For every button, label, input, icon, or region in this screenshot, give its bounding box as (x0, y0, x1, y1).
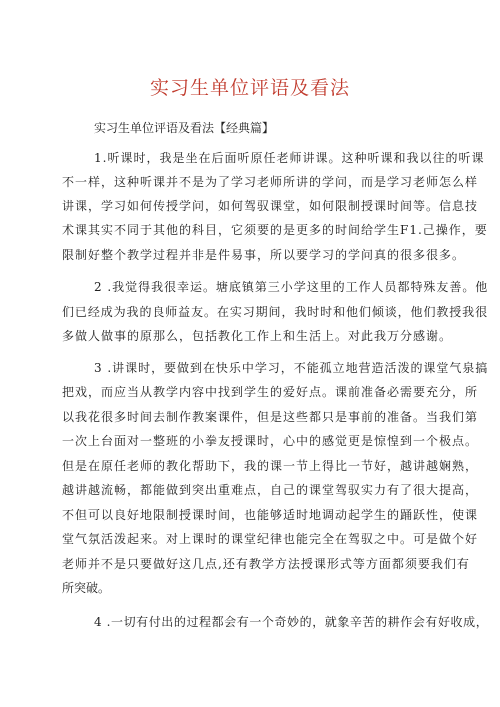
paragraph-1-line-3: 讲课，学习如何传授学问，如何驾驭课堂，如何限制授课时间等。信息技 (62, 199, 479, 213)
paragraph-3-line-3: 以我花很多时间去制作教案课件，但是这些都只是事前的准备。当我们第 (62, 410, 479, 424)
paragraph-4-line-1: 4 .一切有付出的过程都会有一个奇妙的，就象辛苦的耕作会有好收成， (94, 615, 489, 629)
paragraph-1-line-5: 限制好整个教学过程并非是件易事，所以要学习的学问真的很多很多。 (62, 248, 466, 262)
paragraph-3-line-1: 3 .讲课时，要做到在快乐中学习，不能孤立地营造活泼的课堂气泉搞 (94, 361, 489, 375)
paragraph-3-line-5: 但是在原任老师的教化帮助下，我的课一节上得比一节好，越讲越娴熟， (62, 459, 479, 473)
paragraph-2-line-1: 2 .我觉得我很幸运。塘底镇第三小学这里的工作人员都特殊友善。他 (94, 280, 489, 294)
paragraph-3-line-9: 老师并不是只要做好这几点,还有教学方法授课形式等方面都须要我们有 (62, 557, 470, 571)
paragraph-1-line-1: 1.听课时，我是坐在后面听原任老师讲课。这种听课和我以往的听课 (94, 151, 485, 165)
paragraph-3-line-6: 越讲越流畅，都能做到突出重难点，自己的课堂驾驭实力有了很大提高， (62, 483, 479, 497)
paragraph-3-line-4: 一次上台面对一整班的小拳友授课时，心中的感觉更是惊惶到一个极点。 (62, 434, 479, 448)
paragraph-3-line-7: 不但可以良好地限制授课时间，也能够适时地调动起学生的踊跃性，使课 (62, 508, 479, 522)
paragraph-3-line-8: 堂气氛活泼起来。对上课时的课堂纪律也能完全在驾驭之中。可是做个好 (62, 532, 479, 546)
paragraph-2-line-2: 们已经成为我的良师益友。在实习期间，我时时和他们倾谈，他们教授我很 (62, 305, 488, 319)
paragraph-3-line-10: 所突破。 (62, 581, 111, 595)
paragraph-3-line-2: 把戏，而应当从教学内容中找到学生的爱好点。课前准备必需要充分，所 (62, 385, 479, 399)
document-subtitle: 实习生单位评语及看法【经典篇】 (94, 121, 275, 135)
document-title: 实习生单位评语及看法 (149, 77, 350, 99)
paragraph-1-line-2: 不一样，这种听课并不是为了学习老师所讲的学问，而是学习老师怎么样 (62, 175, 479, 189)
paragraph-2-line-3: 多做人做事的原那么，包括教化工作上和生活上。对此我万分感谢。 (62, 329, 453, 343)
paragraph-1-line-4: 术课其实不同于其他的科目，它须要的是更多的时间给学生F1.己操作，要 (62, 223, 488, 237)
